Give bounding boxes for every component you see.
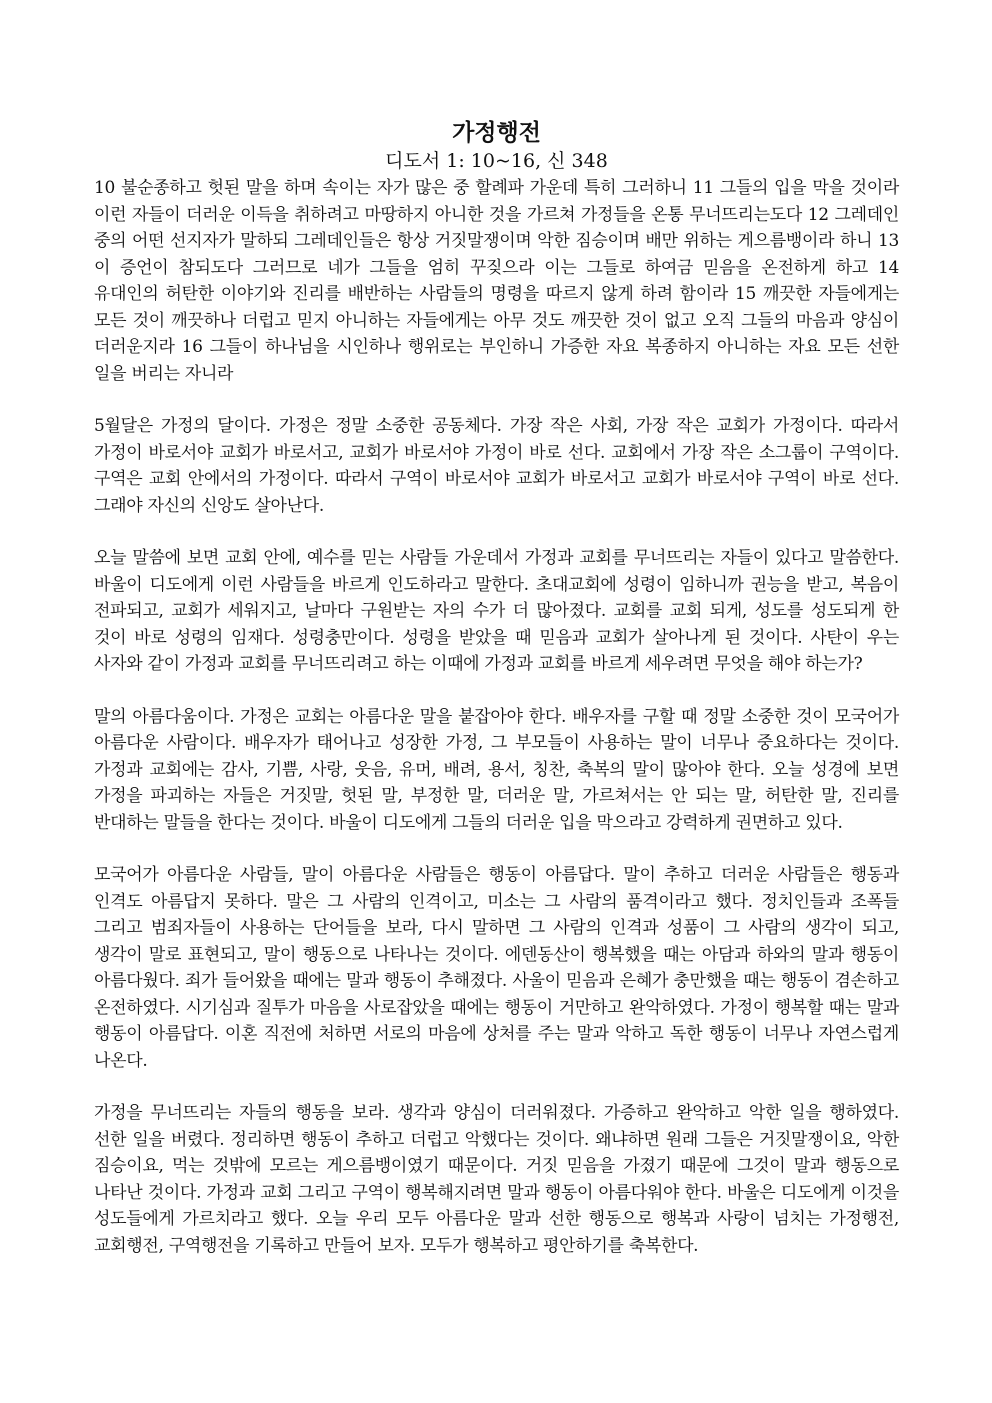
paragraph-holy-spirit: 오늘 말씀에 보면 교회 안에, 예수를 믿는 사람들 가운데서 가정과 교회를 무너뜨리는 자들이 있다고 말씀한다. 바울이 디도에게 이런 사람들을 바르게 인도하라고 말한다. 초대교회에 성령이 임하니까 권능을 받고, 복음이 전파되고, 교회가 세워지고, 날마다 구원받는 자의 수가 더 많아졌다. 교회를 교회 되게, 성도를 성도되게 한 것이 바로 성령의 임재다. 성령충만이다. 성령을 받았을 때 믿음과 교회가 살아나게 된 것이다. 사탄이 우는 사자와 같이 가정과 교회를 무너뜨리려고 하는 이때에 가정과 교회를 바르게 세우려면 무엇을 해야 하는가? xyxy=(94,548,899,674)
scripture-reference: 디도서 1: 10~16, 신 348 xyxy=(385,150,608,172)
scripture-text: 10 불순종하고 헛된 말을 하며 속이는 자가 많은 중 할례파 가운데 특히 그러하니 11 그들의 입을 막을 것이라 이런 자들이 더러운 이득을 취하려고 마땅하지 아니한 것을 가르쳐 가정들을 온통 무너뜨리는도다 12 그레데인 중의 어떤 선지자가 말하되 그레데인들은 항상 거짓말쟁이며 악한 짐승이며 배만 위하는 게으름뱅이라 하니 13 이 증언이 참되도다 그러므로 네가 그들을 엄히 꾸짖으라 이는 그들로 하여금 믿음을 온전하게 하고 14 유대인의 허탄한 이야기와 진리를 배반하는 사람들의 명령을 따르지 않게 하려 함이라 15 깨끗한 자들에게는 모든 것이 깨끗하나 더럽고 믿지 아니하는 자들에게는 아무 것도 깨끗한 것이 없고 오직 그들의 마음과 양심이 더러운지라 16 그들이 하나님을 시인하나 행위로는 부인하니 가증한 자요 복종하지 아니하는 자요 모든 선한 일을 버리는 자니라 xyxy=(94,178,899,384)
paragraph-conclusion: 가정을 무너뜨리는 자들의 행동을 보라. 생각과 양심이 더러워졌다. 가증하고 완악하고 악한 일을 행하였다. 선한 일을 버렸다. 정리하면 행동이 추하고 더럽고 악했다는 것이다. 왜냐하면 원래 그들은 거짓말쟁이요, 악한 짐승이요, 먹는 것밖에 모르는 게으름뱅이였기 때문이다. 거짓 믿음을 가졌기 때문에 그것이 말과 행동으로 나타난 것이다. 가정과 교회 그리고 구역이 행복해지려면 말과 행동이 아름다워야 한다. 바울은 디도에게 이것을 성도들에게 가르치라고 했다. 오늘 우리 모두 아름다운 말과 선한 행동으로 행복과 사랑이 넘치는 가정행전, 교회행전, 구역행전을 기록하고 만들어 보자. 모두가 행복하고 평안하기를 축복한다. xyxy=(94,1103,899,1256)
paragraph-family-month: 5월달은 가정의 달이다. 가정은 정말 소중한 공동체다. 가장 작은 사회, 가장 작은 교회가 가정이다. 따라서 가정이 바로서야 교회가 바로서고, 교회가 바로서야 가정이 바로 선다. 교회에서 가장 작은 소그룹이 구역이다. 구역은 교회 안에서의 가정이다. 따라서 구역이 바로서야 교회가 바로서고 교회가 바로서야 구역이 바로 선다. 그래야 자신의 신앙도 살아난다. xyxy=(94,416,899,516)
document-page xyxy=(94,118,899,1285)
paragraph-beautiful-actions: 모국어가 아름다운 사람들, 말이 아름다운 사람들은 행동이 아름답다. 말이 추하고 더러운 사람들은 행동과 인격도 아름답지 못하다. 말은 그 사람의 인격이고, 미소는 그 사람의 품격이라고 했다. 정치인들과 조폭들 그리고 범죄자들이 사용하는 단어들을 보라, 다시 말하면 그 사람의 인격과 성품이 그 사람의 생각이 되고, 생각이 말로 표현되고, 말이 행동으로 나타나는 것이다. 에덴동산이 행복했을 때는 아담과 하와의 말과 행동이 아름다웠다. 죄가 들어왔을 때에는 말과 행동이 추해졌다. 사울이 믿음과 은혜가 충만했을 때는 행동이 겸손하고 온전하였다. 시기심과 질투가 마음을 사로잡았을 때에는 행동이 거만하고 완악하였다. 가정이 행복할 때는 말과 행동이 아름답다. 이혼 직전에 처하면 서로의 마음에 상처를 주는 말과 악하고 독한 행동이 너무나 자연스럽게 나온다. xyxy=(94,865,899,1071)
paragraph-beautiful-words: 말의 아름다움이다. 가정은 교회는 아름다운 말을 붙잡아야 한다. 배우자를 구할 때 정말 소중한 것이 모국어가 아름다운 사람이다. 배우자가 태어나고 성장한 가정, 그 부모들이 사용하는 말이 너무나 중요하다는 것이다. 가정과 교회에는 감사, 기쁨, 사랑, 웃음, 유머, 배려, 용서, 칭찬, 축복의 말이 많아야 한다. 오늘 성경에 보면 가정을 파괴하는 자들은 거짓말, 헛된 말, 부정한 말, 더러운 말, 가르쳐서는 안 되는 말, 허탄한 말, 진리를 반대하는 말들을 한다는 것이다. 바울이 디도에게 그들의 더러운 입을 막으라고 강력하게 권면하고 있다. xyxy=(94,706,899,833)
document-title: 가정행전 xyxy=(452,119,541,146)
